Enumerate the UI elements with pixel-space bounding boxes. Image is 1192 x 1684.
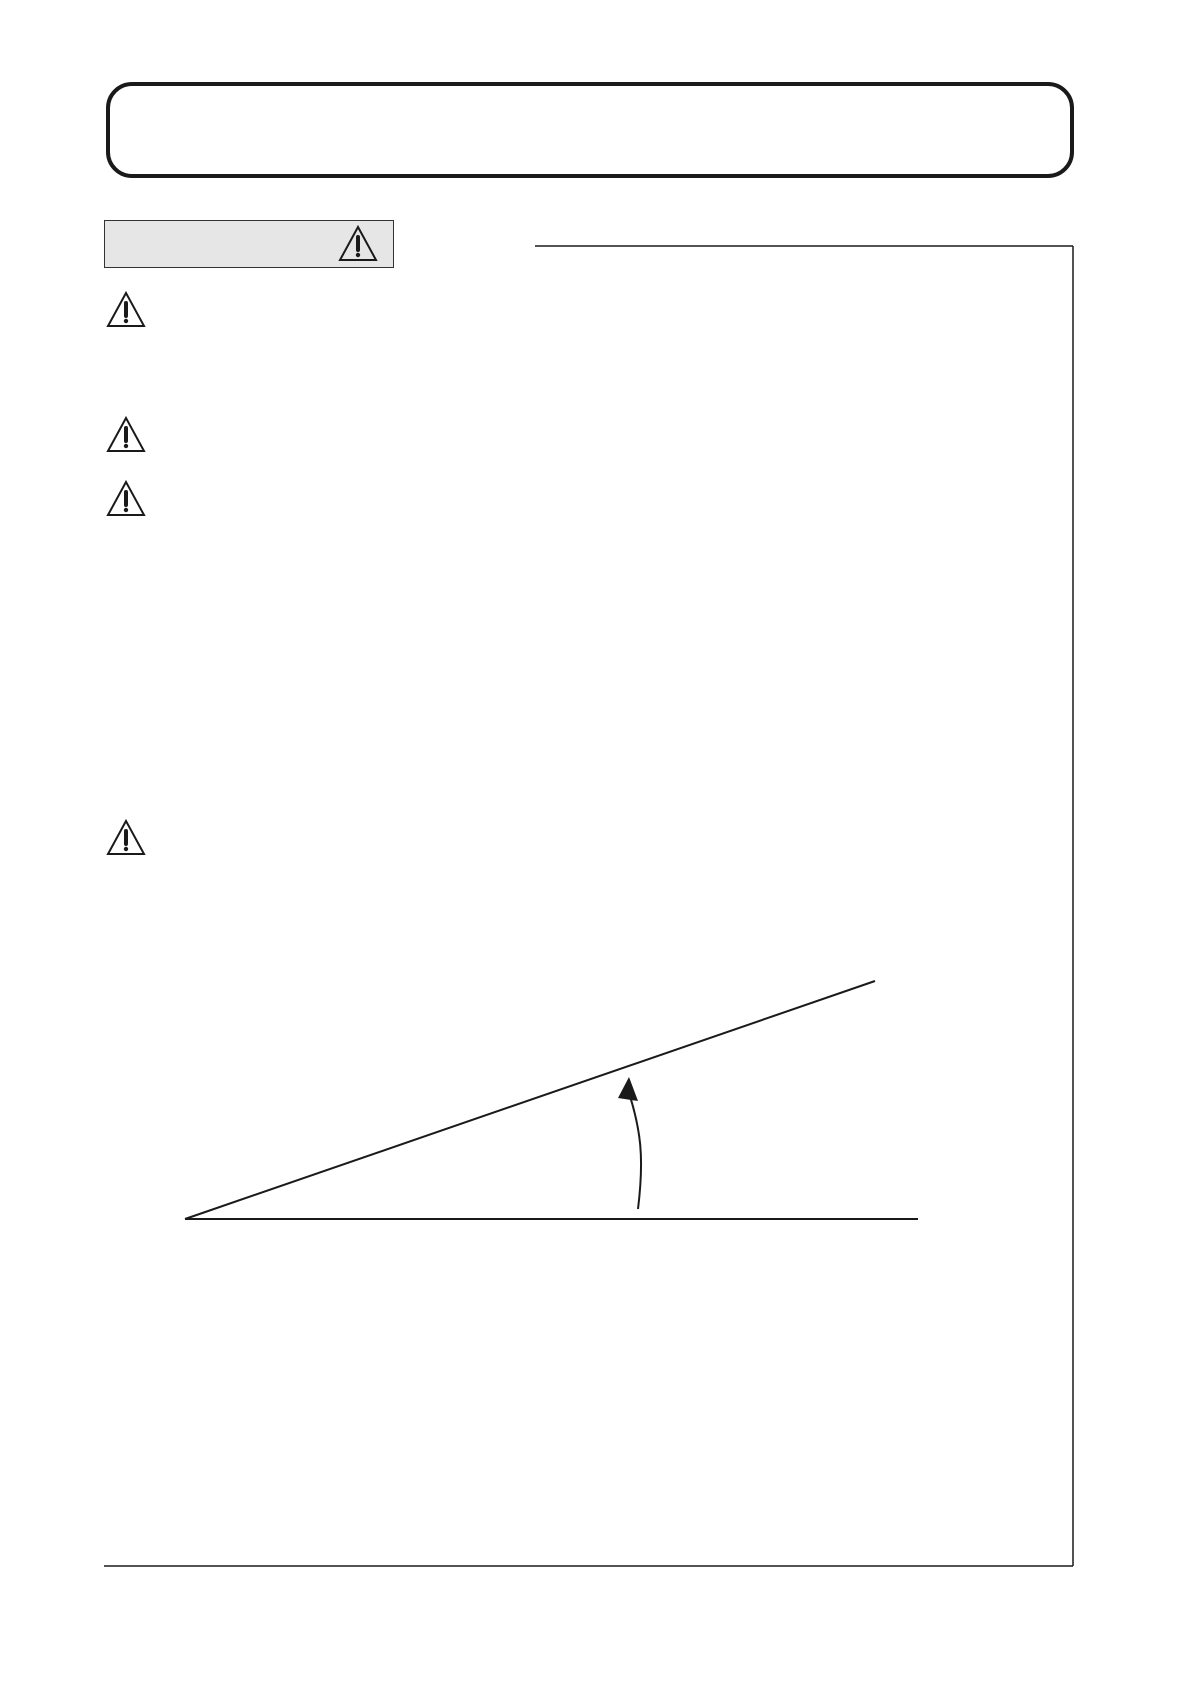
- warning-triangle-icon: [105, 818, 147, 858]
- inclined-line: [185, 981, 875, 1219]
- warning-triangle-icon: [337, 224, 379, 264]
- section-header-bar: [104, 220, 394, 268]
- page-title-box: [106, 82, 1074, 178]
- warning-triangle-icon: [105, 479, 147, 519]
- arrowhead-icon: [618, 1077, 638, 1101]
- warning-triangle-icon: [105, 290, 147, 330]
- warning-triangle-icon: [105, 415, 147, 455]
- angle-arrow: [626, 1084, 641, 1209]
